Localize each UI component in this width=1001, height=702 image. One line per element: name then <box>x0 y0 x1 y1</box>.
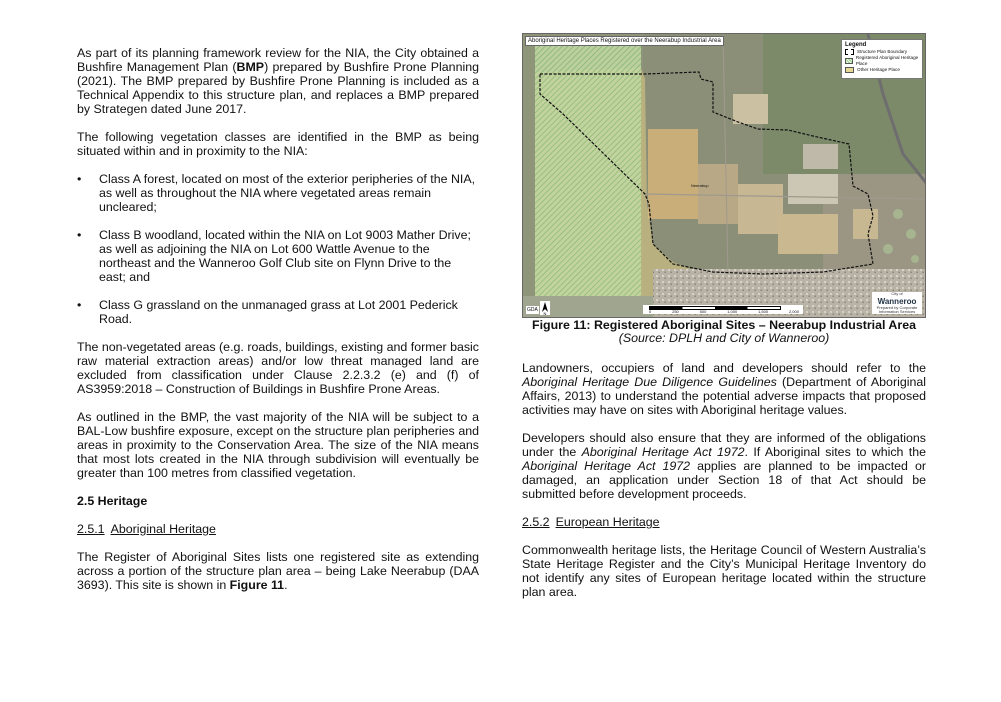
scale-bar: 0 250 500 1,000 1,500 2,000 <box>643 305 803 314</box>
left-column <box>77 46 479 606</box>
legend-row: Registered Aboriginal Heritage Place <box>845 55 919 67</box>
vegetation-intro: The following vegetation classes are identified in the BMP as being situated within and in proximity to the NIA: <box>77 130 479 158</box>
right-column <box>522 33 926 613</box>
developers-paragraph: Developers should also ensure that they are informed of the obligations under the Aboriginal Heritage Act 1972. If Aboriginal sites to which the Aboriginal Heritage Act 1972 applies are planned to be impacted or damaged, an application under Section 18 of that Act should be submitted before development proceeds. <box>522 431 926 501</box>
registered-swatch-icon <box>845 58 853 64</box>
city-logo: City of Wanneroo Prepared by Corporate Information Services <box>872 292 922 314</box>
list-item: • Class G grassland on the unmanaged grass at Lot 2001 Pederick Road. <box>77 298 479 326</box>
other-heritage-swatch-icon <box>845 67 854 73</box>
map-title: Aboriginal Heritage Places Registered over the Neerabup Industrial Area <box>525 36 724 46</box>
figure-source: (Source: DPLH and City of Wanneroo) <box>618 331 830 345</box>
map-place-label: Neerabup <box>691 183 709 188</box>
north-arrow-icon <box>540 301 550 315</box>
guidelines-paragraph: Landowners, occupiers of land and developers should refer to the Aboriginal Heritage Due Diligence Guidelines (Department of Aboriginal Affairs, 2013) to understand the potential adverse impacts that proposed activities may have on sites with Aboriginal heritage values. <box>522 361 927 417</box>
figure-caption: Figure 11: Registered Aboriginal Sites – Neerabup Industrial Area <box>532 318 916 332</box>
bmp-paragraph: As part of its planning framework review for the NIA, the City obtained a Bushfire Management Plan (BMP) prepared by Bushfire Prone Planning (2021). The BMP prepared by Bushfire Prone Planning is included as a Technical Appendix to this structure plan, and replaces a BMP prepared by Strategen dated June 2017. <box>77 46 479 116</box>
boundary-swatch-icon <box>845 49 854 55</box>
vegetation-list <box>77 172 479 326</box>
list-item: • Class A forest, located on most of the exterior peripheries of the NIA, as well as throughout the NIA where vegetated areas remain uncleared; <box>77 172 479 214</box>
legend-row: Structure Plan Boundary <box>845 49 919 55</box>
legend-title: Legend <box>845 42 867 48</box>
svg-text:N: N <box>543 311 547 315</box>
section-heading-heritage: 2.5 Heritage <box>77 494 148 508</box>
bal-paragraph: As outlined in the BMP, the vast majority of the NIA will be subject to a BAL-Low bushfire exposure, except on the structure plan peripheries and areas in proximity to the Conservation Area. The size of the NIA means that most lots created in the NIA through subdivision will eventually be greater than 100 metres from classified vegetation. <box>77 410 479 480</box>
legend-row: Other Heritage Place <box>845 67 919 73</box>
heritage-map-figure <box>522 33 926 318</box>
subheading-european-heritage: 2.5.2 European Heritage <box>522 515 660 529</box>
map-legend <box>841 39 923 79</box>
gda-label: GDA <box>527 307 538 313</box>
register-paragraph: The Register of Aboriginal Sites lists one registered site as extending across a portion of the structure plan area – being Lake Neerabup (DAA 3693). This site is shown in Figure 11. <box>77 550 479 592</box>
list-item: • Class B woodland, located within the NIA on Lot 9003 Mather Drive; as well as adjoining the NIA on Lot 600 Wattle Avenue to the northeast and the Wanneroo Golf Club site on Flynn Drive to the east; and <box>77 228 479 284</box>
european-heritage-paragraph: Commonwealth heritage lists, the Heritage Council of Western Australia’s State Heritage Register and the City’s Municipal Heritage Inventory do not identify any sites of European heritage located within the structure plan area. <box>522 543 926 599</box>
non-vegetated-paragraph: The non-vegetated areas (e.g. roads, buildings, existing and former basic raw material extraction areas) and/or low threat managed land are excluded from classification under Clause 2.2.3.2 (e) and (f) of AS3959:2018 – Construction of Buildings in Bushfire Prone Areas. <box>77 340 479 396</box>
subheading-aboriginal-heritage: 2.5.1 Aboriginal Heritage <box>77 522 216 536</box>
figure-reference: Figure 11 <box>229 578 285 592</box>
